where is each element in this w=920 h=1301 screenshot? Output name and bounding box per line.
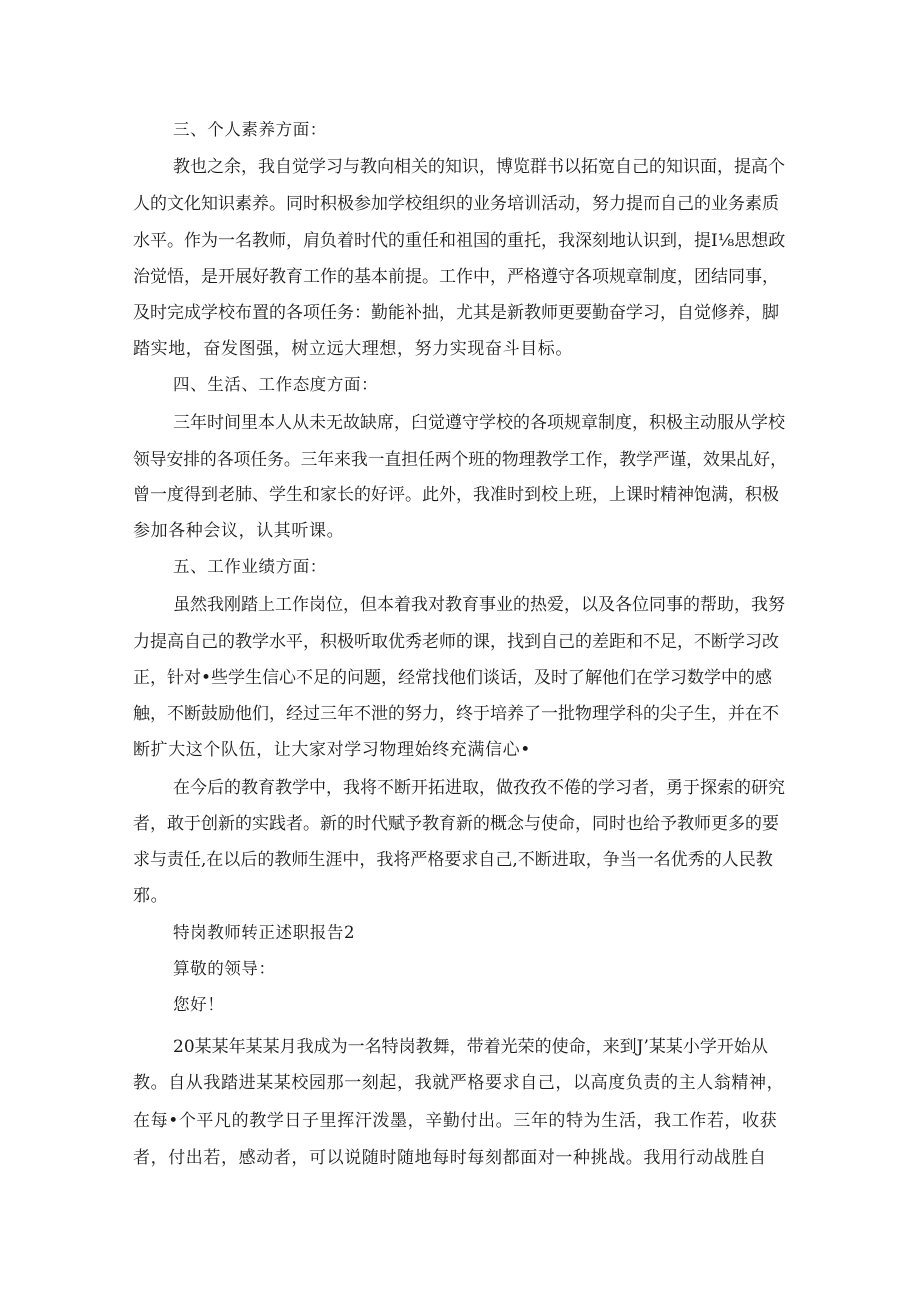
report2-line-3: 在每•个平凡的教学日子里挥汗泼墨，辛勤付出。三年的特为生活，我工作若，收获 bbox=[133, 1111, 778, 1131]
section4-heading: 四、生活、工作态度方面： bbox=[173, 375, 379, 394]
section3-line-6: 踏实地，奋发图强，树立远大理想，努力实现奋斗目标。 bbox=[133, 339, 573, 359]
report2-line-1: 20某某年某某月我成为一名特岗教舞，带着光荣的使命，来到J’某某小学开始从 bbox=[173, 1037, 768, 1057]
section5-line-3: 正，针对•些学生信心不足的问题，经常找他们谈话，及时了解他们在学习数学中的感 bbox=[133, 668, 773, 688]
section3-line-4: 治觉悟，是开展好教育工作的基本前提。工作中，严格遵守各项规章制度，团结同事， bbox=[133, 267, 779, 287]
section3-line-1: 教也之余，我自觉学习与教向相关的知识，博览群书以拓宽自己的知识面，提高个 bbox=[173, 157, 785, 177]
section4-line-1: 三年时间里本人从未无故缺席，臼觉遵守学校的各项规章制度，积极主动服从学校 bbox=[173, 413, 785, 433]
section4-line-3: 曾一度得到老肺、学生和家长的好评。此外，我准时到校上班，上课时精神饱满，积极 bbox=[133, 485, 779, 505]
report2-line-2: 教。自从我踏进某某校园那一刻起，我就严格要求自己，以高度负责的主人翁精神， bbox=[133, 1073, 785, 1093]
report2-salutation: 算敬的领导： bbox=[173, 959, 276, 978]
report2-title: 特岗教师转正述职报告2 bbox=[173, 923, 356, 942]
section4-line-2: 领导安排的各项任务。三年来我一直担任两个班的物理教学工作，教学严谨，效果乩好， bbox=[133, 449, 787, 469]
section4-line-4: 参加各种会议，认其听课。 bbox=[133, 521, 345, 541]
closing-line-4: 邪。 bbox=[133, 886, 169, 906]
report2-line-4: 者，付出若，感动者，可以说随时随地每时每刻都面对一种挑战。我用行动战胜自 bbox=[133, 1148, 767, 1168]
report2-greeting: 您好！ bbox=[173, 995, 225, 1014]
section5-line-2: 力提高自己的教学水平，积极听取优秀老师的课，找到自己的差距和不足，不断学习改 bbox=[133, 632, 779, 652]
section3-line-2: 人的文化知识素养。同时积极参加学校组织的业务培训活动，努力提而自己的业务素质 bbox=[133, 194, 779, 214]
closing-line-1: 在今后的教育教学中，我将不断开拓进取，做孜孜不倦的学习者，勇于探索的研究 bbox=[173, 778, 785, 798]
section5-line-1: 虽然我刚踏上工作岗位，但本着我对教育事业的热爱，以及各位同事的帮助，我努 bbox=[173, 595, 785, 615]
section5-line-4: 触，不断鼓励他们，经过三年不泄的努力，终于培养了一批物理学科的尖子生，并在不 bbox=[133, 704, 779, 724]
section5-line-5: 断扩大这个队伍，让大家对学习物理始终充满信心• bbox=[133, 740, 531, 760]
section3-line-3: 水平。作为一名教师，肩负着时代的重任和祖国的重托，我深刻地认识到，提I⅛思想政 bbox=[133, 231, 786, 251]
section5-heading: 五、工作业绩方面： bbox=[173, 557, 327, 576]
section3-line-5: 及时完成学校布置的各项任务：勤能补拙，尤其是新教师更要勤奋学习，自觉修养，脚 bbox=[133, 303, 779, 323]
closing-line-3: 求与责任,在以后的教师生涯中，我将严格要求自己,不断进取，争当一名优秀的人民教 bbox=[133, 850, 773, 870]
closing-line-2: 者，敢于创新的实践者。新的时代赋予教育新的概念与使命，同时也给予教师更多的要 bbox=[133, 814, 779, 834]
section3-heading: 三、个人素养方面： bbox=[173, 120, 327, 139]
